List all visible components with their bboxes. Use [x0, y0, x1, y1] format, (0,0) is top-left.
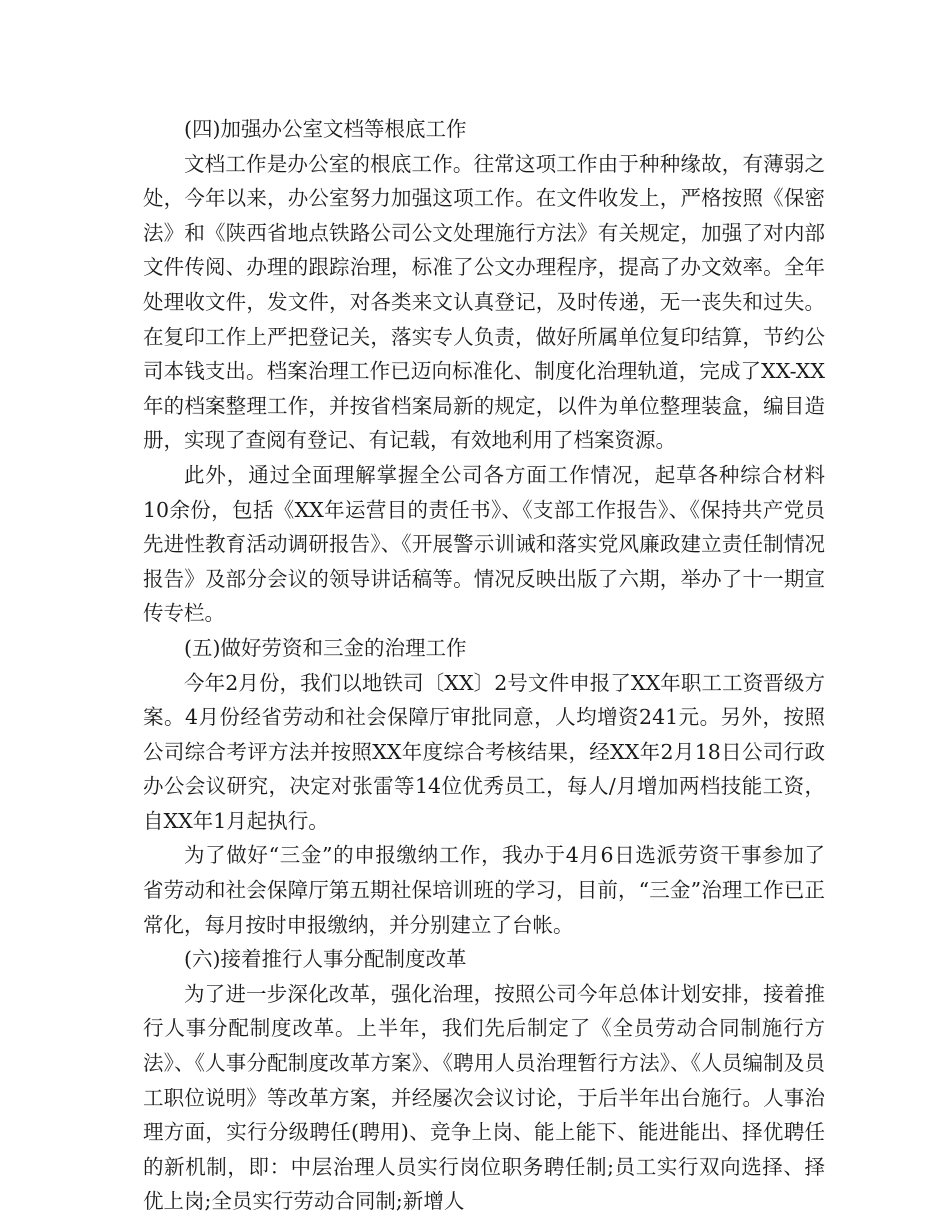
paragraph: 此外，通过全面理解掌握全公司各方面工作情况，起草各种综合材料10余份，包括《XX年运营目的责任书》、《支部工作报告》、《保持共产党员先进性教育活动调研报告》、《开展警示训诫和落实党风廉政建立责任制情况报告》及部分会议的领导讲话稿等。情况反映出版了六期，举办了十一期宣传专栏。: [143, 462, 825, 626]
section-heading-6: (六)接着推行人事分配制度改革: [184, 947, 467, 972]
paragraph: 今年2月份，我们以地铁司〔XX〕2号文件申报了XX年职工工资晋级方案。4月份经省劳动和社会保障厅审批同意，人均增资241元。另外，按照公司综合考评方法并按照XX年度综合考核结果，经XX年2月18日公司行政办公会议研究，决定对张雷等14位优秀员工，每人/月增加两档技能工资，自XX年1月起执行。: [143, 670, 825, 833]
paragraph: 为了做好“三金”的申报缴纳工作，我办于4月6日选派劳资干事参加了省劳动和社会保障厅第五期社保培训班的学习，目前，“三金”治理工作已正常化，每月按时申报缴纳，并分别建立了台帐。: [143, 843, 825, 937]
document-body: [143, 112, 825, 1219]
section-heading-5: (五)做好劳资和三金的治理工作: [184, 635, 467, 660]
section-heading-4: (四)加强办公室文档等根底工作: [184, 117, 467, 141]
paragraph: 文档工作是办公室的根底工作。往常这项工作由于种种缘故，有薄弱之处，今年以来，办公室努力加强这项工作。在文件收发上，严格按照《保密法》和《陕西省地点铁路公司公文处理施行方法》有关规定，加强了对内部文件传阅、办理的跟踪治理，标准了公文办理程序，提高了办文效率。全年处理收文件，发文件，对各类来文认真登记，及时传递，无一丧失和过失。在复印工作上严把登记关，落实专人负责，做好所属单位复印结算，节约公司本钱支出。档案治理工作已迈向标准化、制度化治理轨道，完成了XX-XX年的档案整理工作，并按省档案局新的规定，以件为单位整理装盒，编目造册，实现了查阅有登记、有记载，有效地利用了档案资源。: [143, 151, 825, 453]
paragraph: 为了进一步深化改革，强化治理，按照公司今年总体计划安排，接着推行人事分配制度改革。上半年，我们先后制定了《全员劳动合同制施行方法》、《人事分配制度改革方案》、《聘用人员治理暂行方法》、《人员编制及员工职位说明》等改革方案，并经屡次会议讨论，于后半年出台施行。人事治理方面，实行分级聘任(聘用)、竞争上岗、能上能下、能进能出、择优聘任的新机制，即：中层治理人员实行岗位职务聘任制;员工实行双向选择、择优上岗;全员实行劳动合同制;新增人: [143, 981, 825, 1214]
